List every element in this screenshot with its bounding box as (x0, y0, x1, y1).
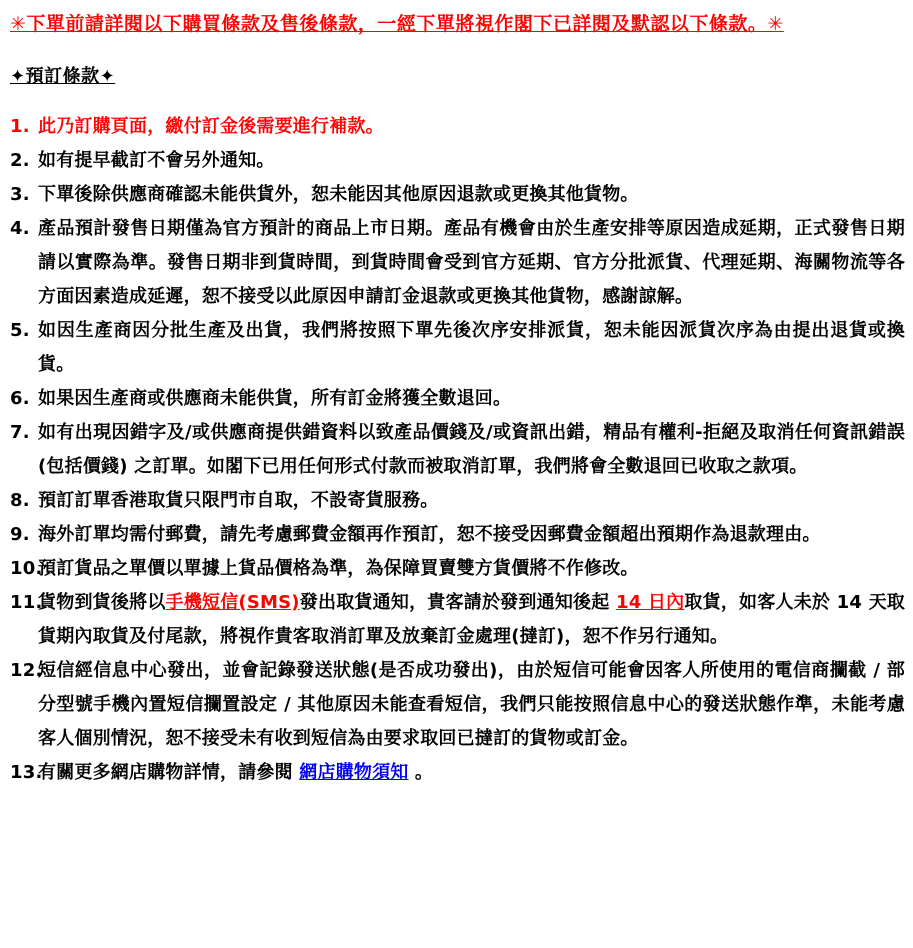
term-number: 13. (10, 761, 43, 783)
term-text: 產品預計發售日期僅為官方預計的商品上市日期。產品有機會由於生產安排等原因造成延期，正式發售日期請以實際為準。發售日期非到貨時間，到貨時間會受到官方延期、官方分批派貨、代理延期、海關物流等各方面因素造成延遲，恕不接受以此原因申請訂金退款或更換其他貨物，感謝諒解。 (38, 217, 905, 307)
term-number: 2. (10, 149, 30, 171)
term-text: 此乃訂購頁面，繳付訂金後需要進行補款。 (38, 115, 384, 137)
term-text: 海外訂單均需付郵費，請先考慮郵費金額再作預訂，恕不接受因郵費金額超出預期作為退款理由。 (38, 523, 821, 545)
term-item (10, 144, 905, 178)
term-item (10, 178, 905, 212)
term-text: 如因生產商因分批生產及出貨，我們將按照下單先後次序安排派貨，恕未能因派貨次序為由提出退貨或換貨。 (38, 319, 905, 375)
term-text: 預訂貨品之單價以單據上貨品價格為準，為保障買賣雙方貨價將不作修改。 (38, 557, 639, 579)
term-number: 8. (10, 489, 30, 511)
sms-notice-highlight: 手機短信(SMS) (165, 591, 300, 613)
term-item (10, 518, 905, 552)
section-heading-preorder-terms: ✦預訂條款✦ (10, 65, 116, 87)
term-text: 有關更多網店購物詳情，請參閱 (38, 761, 300, 783)
term-text: 下單後除供應商確認未能供貨外，恕未能因其他原因退款或更換其他貨物。 (38, 183, 639, 205)
term-text: 取貨，如客人未於 14 天取貨期內取貨及付尾款，將視作貴客取消訂單及放棄訂金處理(撻訂)，恕不作另行通知。 (38, 591, 905, 647)
term-item (10, 416, 905, 484)
term-number: 10. (10, 557, 43, 579)
term-item (10, 756, 905, 790)
term-text: 貨物到貨後將以 (38, 591, 166, 613)
term-item (10, 212, 905, 314)
term-number: 1. (10, 115, 30, 137)
term-number: 4. (10, 217, 30, 239)
term-item (10, 314, 905, 382)
page-title: ✳下單前請詳閱以下購買條款及售後條款，一經下單將視作閣下已詳閱及默認以下條款。✳ (10, 13, 784, 35)
term-number: 5. (10, 319, 30, 341)
term-number: 11. (10, 591, 43, 613)
term-item (10, 110, 905, 144)
terms-list (10, 110, 905, 790)
term-number: 9. (10, 523, 30, 545)
term-number: 7. (10, 421, 30, 443)
term-text: 如有出現因錯字及/或供應商提供錯資料以致產品價錢及/或資訊出錯，精品有權利-拒絕及取消任何資訊錯誤(包括價錢) 之訂單。如閣下已用任何形式付款而被取消訂單，我們將會全數退回已收取之款項。 (38, 421, 905, 477)
shop-guide-link[interactable]: 網店購物須知 (299, 761, 409, 783)
term-item (10, 654, 905, 756)
term-text: 。 (408, 761, 434, 783)
term-item (10, 586, 905, 654)
term-text: 發出取貨通知，貴客請於發到通知後起 (299, 591, 616, 613)
term-item (10, 484, 905, 518)
term-item (10, 552, 905, 586)
pickup-deadline-highlight: 14 日內 (616, 591, 685, 613)
term-item (10, 382, 905, 416)
term-number: 3. (10, 183, 30, 205)
term-text: 如果因生產商或供應商未能供貨，所有訂金將獲全數退回。 (38, 387, 512, 409)
term-number: 12. (10, 659, 43, 681)
term-text: 短信經信息中心發出，並會記錄發送狀態(是否成功發出)，由於短信可能會因客人所使用的電信商攔截 / 部分型號手機內置短信攔置設定 / 其他原因未能查看短信，我們只能按照信息中心的發送狀態作準，未能考慮客人個別情況，恕不接受未有收到短信為由要求取回已撻訂的貨物或訂金。 (38, 659, 905, 749)
term-number: 6. (10, 387, 30, 409)
term-text: 如有提早截訂不會另外通知。 (38, 149, 275, 171)
term-text: 預訂訂單香港取貨只限門市自取，不設寄貨服務。 (38, 489, 439, 511)
